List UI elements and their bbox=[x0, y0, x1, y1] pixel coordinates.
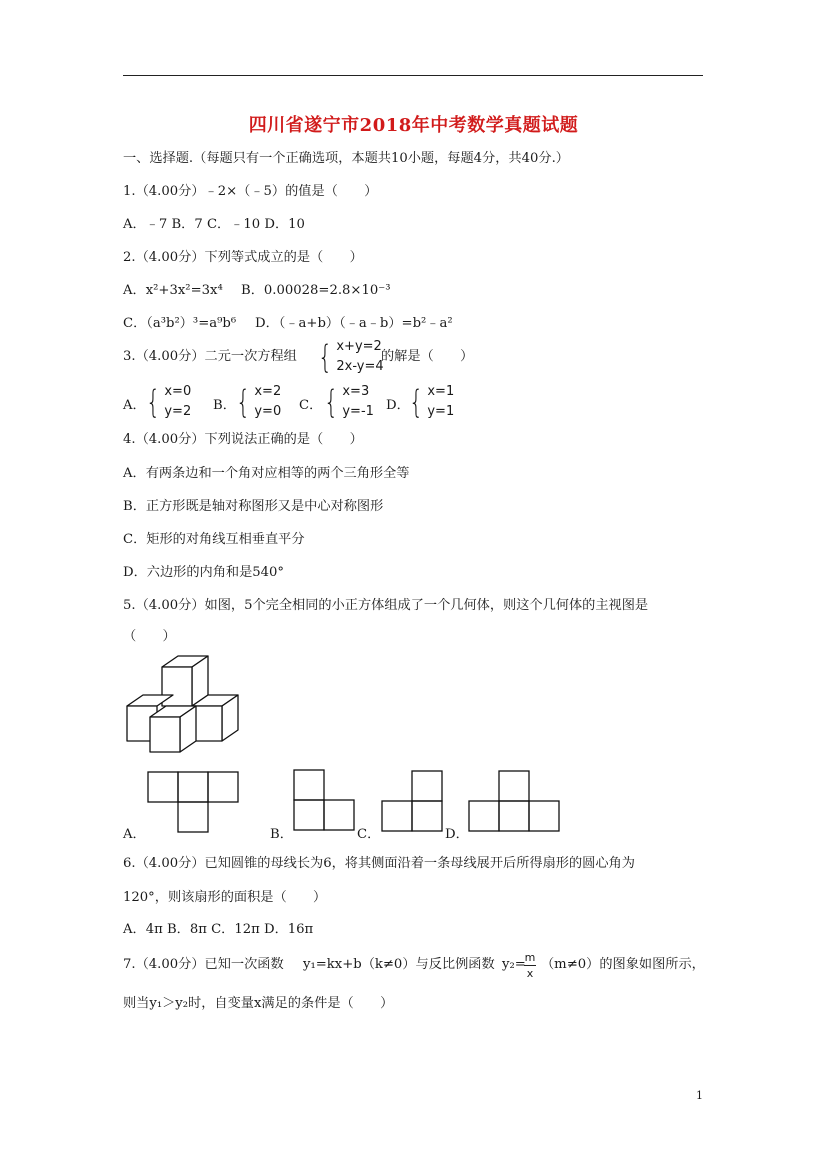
q3-option-c-eq2: y=-1 bbox=[342, 404, 374, 419]
q3-option-b-eq1: x=2 bbox=[254, 384, 282, 399]
brace-icon: { bbox=[324, 383, 339, 421]
q5-option-c-figure bbox=[381, 770, 443, 832]
q3-option-b-eq2: y=0 bbox=[254, 404, 282, 419]
q3-option-d-eq1: x=1 bbox=[427, 384, 455, 399]
q3-option-a bbox=[143, 382, 191, 422]
q5-option-a-figure bbox=[147, 771, 239, 833]
q5-option-d-label: D． bbox=[445, 827, 469, 842]
q6-stem-cont: 120°，则该扇形的面积是（ ） bbox=[123, 890, 327, 905]
q4-option-a: A．有两条边和一个角对应相等的两个三角形全等 bbox=[123, 466, 410, 481]
q3-option-c-eq1: x=3 bbox=[342, 384, 370, 399]
q3-option-a-label: A． bbox=[123, 398, 146, 413]
q3-option-a-eq1: x=0 bbox=[164, 384, 192, 399]
q3-option-d-eq2: y=1 bbox=[427, 404, 455, 419]
fraction-bar bbox=[524, 965, 536, 966]
cube-solid-figure bbox=[120, 650, 250, 760]
page-title: 四川省遂宁市2018年中考数学真题试题 bbox=[248, 115, 579, 136]
q4-option-d: D．六边形的内角和是540° bbox=[123, 565, 285, 580]
q2-option-b: B．0.00028=2.8×10⁻³ bbox=[241, 283, 391, 298]
q7-stem-pre: 7.（4.00分）已知一次函数 bbox=[123, 957, 284, 972]
brace-icon: { bbox=[236, 383, 251, 421]
q3-option-c bbox=[321, 382, 374, 422]
q4-option-c: C．矩形的对角线互相垂直平分 bbox=[123, 532, 305, 547]
q7-fraction-denominator: x bbox=[526, 967, 534, 980]
brace-icon: { bbox=[146, 383, 161, 421]
q5-option-b-figure bbox=[293, 769, 355, 831]
q3-system-eq2: 2x-y=4 bbox=[336, 359, 384, 374]
q7-function-1: y₁=kx+b（k≠0）与反比例函数 bbox=[303, 957, 495, 972]
q3-system-eq1: x+y=2 bbox=[336, 339, 382, 354]
q3-option-d-label: D． bbox=[386, 398, 410, 413]
q3-option-b bbox=[233, 382, 281, 422]
q1-options: A．﹣7 B．7 C．﹣10 D．10 bbox=[123, 217, 305, 232]
q6-stem: 6.（4.00分）已知圆锥的母线长为6，将其侧面沿着一条母线展开后所得扇形的圆心角为 bbox=[123, 856, 635, 871]
q7-stem-cont: 则当y₁＞y₂时，自变量x满足的条件是（ ） bbox=[123, 996, 394, 1011]
q6-options: A．4π B．8π C．12π D．16π bbox=[123, 922, 314, 937]
q4-stem: 4.（4.00分）下列说法正确的是（ ） bbox=[123, 432, 363, 447]
brace-icon: { bbox=[318, 338, 333, 376]
q3-option-b-label: B． bbox=[213, 398, 236, 413]
q4-option-b: B．正方形既是轴对称图形又是中心对称图形 bbox=[123, 499, 384, 514]
q5-option-b-label: B． bbox=[270, 827, 293, 842]
q3-option-a-eq2: y=2 bbox=[164, 404, 192, 419]
brace-icon: { bbox=[409, 383, 424, 421]
q3-system bbox=[315, 337, 384, 377]
section-heading: 一、选择题.（每题只有一个正确选项，本题共10小题，每题4分，共40分.） bbox=[123, 151, 569, 166]
q5-option-a-label: A． bbox=[123, 827, 146, 842]
page-number: 1 bbox=[696, 1089, 703, 1102]
q5-stem: 5.（4.00分）如图，5个完全相同的小正方体组成了一个几何体，则这个几何体的主视图是 bbox=[123, 598, 649, 613]
q7-function-2-name: y₂= bbox=[502, 957, 526, 972]
q7-stem-post: （m≠0）的图象如图所示， bbox=[541, 957, 705, 972]
q3-option-d bbox=[406, 382, 454, 422]
q2-option-d: D．（﹣a+b）（﹣a﹣b）=b²﹣a² bbox=[255, 316, 453, 331]
q3-option-c-label: C． bbox=[299, 398, 323, 413]
q1-stem: 1.（4.00分）﹣2×（﹣5）的值是（ ） bbox=[123, 184, 378, 199]
q2-option-a: A．x²+3x²=3x⁴ bbox=[123, 283, 223, 298]
q7-fraction bbox=[524, 951, 536, 980]
q3-stem-pre: 3.（4.00分）二元一次方程组 bbox=[123, 349, 297, 364]
q5-option-d-figure bbox=[468, 770, 560, 832]
q5-stem-cont: （ ） bbox=[123, 629, 176, 644]
q7-fraction-numerator: m bbox=[524, 951, 536, 964]
header-rule bbox=[123, 75, 703, 76]
q2-option-c: C．（a³b²）³=a⁹b⁶ bbox=[123, 316, 237, 331]
q2-stem: 2.（4.00分）下列等式成立的是（ ） bbox=[123, 250, 363, 265]
q3-stem-post: 的解是（ ） bbox=[381, 349, 474, 364]
q5-option-c-label: C． bbox=[357, 827, 381, 842]
